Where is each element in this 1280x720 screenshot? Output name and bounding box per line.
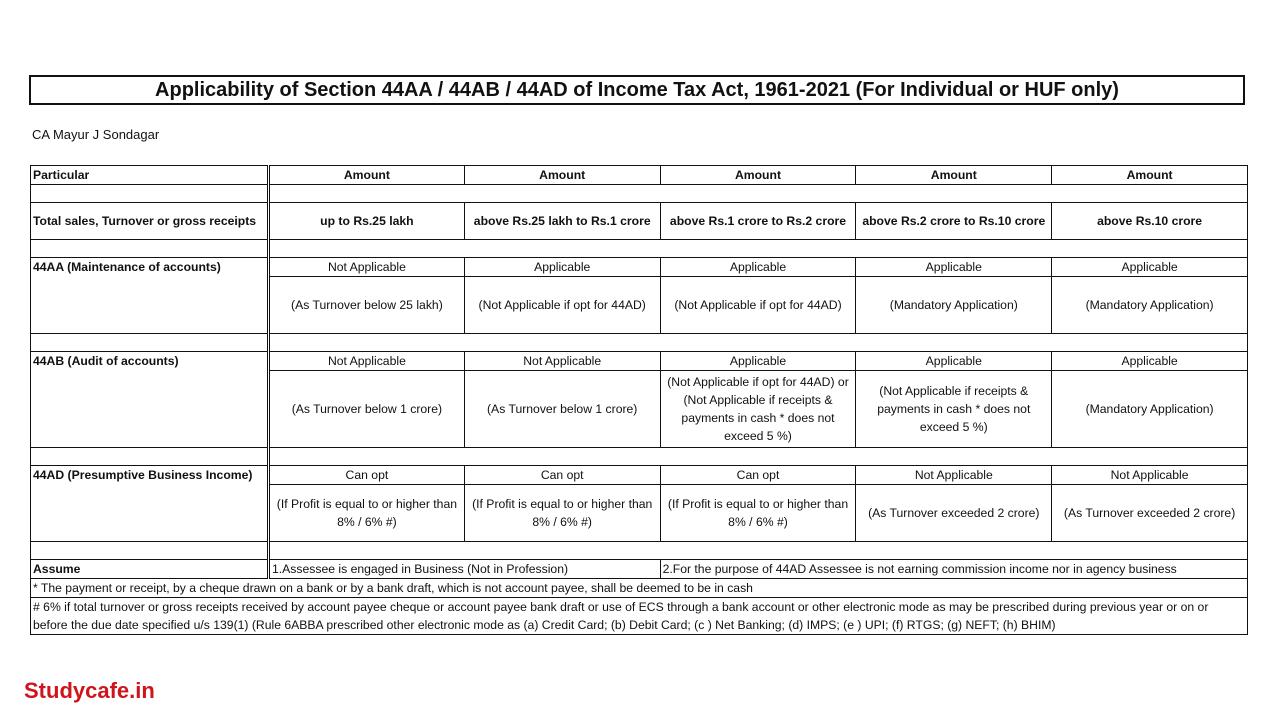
note-cell: (As Turnover below 1 crore) bbox=[464, 371, 660, 448]
blank-cell bbox=[31, 185, 269, 203]
footnote-cash: * The payment or receipt, by a cheque drawn on a bank or by a bank draft, which is not account payee, shall be deemed to be in cash bbox=[31, 579, 1248, 598]
section-44aa-label: 44AA (Maintenance of accounts) bbox=[31, 258, 269, 334]
turnover-slab: above Rs.25 lakh to Rs.1 crore bbox=[464, 203, 660, 240]
section-44ad-label: 44AD (Presumptive Business Income) bbox=[31, 466, 269, 542]
header-amount: Amount bbox=[660, 166, 856, 185]
status-cell: Not Applicable bbox=[464, 352, 660, 371]
blank-cell bbox=[269, 448, 1248, 466]
assume-row bbox=[31, 560, 1248, 579]
applicability-table bbox=[30, 165, 1248, 635]
note-cell: (If Profit is equal to or higher than 8% / 6% #) bbox=[660, 485, 856, 542]
status-cell: Can opt bbox=[269, 466, 465, 485]
turnover-slab: above Rs.1 crore to Rs.2 crore bbox=[660, 203, 856, 240]
note-cell: (As Turnover exceeded 2 crore) bbox=[856, 485, 1052, 542]
blank-cell bbox=[269, 185, 1248, 203]
status-cell: Applicable bbox=[660, 258, 856, 277]
turnover-slab: above Rs.2 crore to Rs.10 crore bbox=[856, 203, 1052, 240]
status-cell: Applicable bbox=[660, 352, 856, 371]
blank-cell bbox=[269, 542, 1248, 560]
document-title: Applicability of Section 44AA / 44AB / 44AD of Income Tax Act, 1961-2021 (For Individual or HUF only) bbox=[29, 75, 1245, 105]
status-cell: Applicable bbox=[856, 258, 1052, 277]
turnover-row bbox=[31, 203, 1248, 240]
status-cell: Not Applicable bbox=[856, 466, 1052, 485]
note-cell: (If Profit is equal to or higher than 8% / 6% #) bbox=[464, 485, 660, 542]
blank-cell bbox=[269, 240, 1248, 258]
status-cell: Can opt bbox=[660, 466, 856, 485]
note-cell: (Not Applicable if opt for 44AD) bbox=[464, 277, 660, 334]
header-row bbox=[31, 166, 1248, 185]
author: CA Mayur J Sondagar bbox=[32, 127, 160, 142]
blank-cell bbox=[31, 542, 269, 560]
status-cell: Applicable bbox=[856, 352, 1052, 371]
note-cell: (Mandatory Application) bbox=[1052, 371, 1248, 448]
section-44ab-status-row bbox=[31, 352, 1248, 371]
header-amount: Amount bbox=[1052, 166, 1248, 185]
blank-cell bbox=[269, 334, 1248, 352]
section-44ab-label: 44AB (Audit of accounts) bbox=[31, 352, 269, 448]
note-cell: (As Turnover below 25 lakh) bbox=[269, 277, 465, 334]
assumption-2: 2.For the purpose of 44AD Assessee is not earning commission income nor in agency business bbox=[660, 560, 1247, 579]
status-cell: Not Applicable bbox=[269, 352, 465, 371]
note-cell: (Not Applicable if opt for 44AD) bbox=[660, 277, 856, 334]
section-44aa-status-row bbox=[31, 258, 1248, 277]
status-cell: Applicable bbox=[1052, 258, 1248, 277]
status-cell: Not Applicable bbox=[269, 258, 465, 277]
note-cell: (Mandatory Application) bbox=[1052, 277, 1248, 334]
note-cell: (Not Applicable if opt for 44AD) or (Not Applicable if receipts & payments in cash * does not exceed 5 %) bbox=[660, 371, 856, 448]
blank-cell bbox=[31, 240, 269, 258]
note-cell: (Mandatory Application) bbox=[856, 277, 1052, 334]
header-amount: Amount bbox=[464, 166, 660, 185]
footnote-row bbox=[31, 579, 1248, 598]
turnover-slab: up to Rs.25 lakh bbox=[269, 203, 465, 240]
status-cell: Applicable bbox=[1052, 352, 1248, 371]
turnover-label: Total sales, Turnover or gross receipts bbox=[31, 203, 269, 240]
note-cell: (If Profit is equal to or higher than 8% / 6% #) bbox=[269, 485, 465, 542]
note-cell: (Not Applicable if receipts & payments in cash * does not exceed 5 %) bbox=[856, 371, 1052, 448]
brand-logo: Studycafe.in bbox=[24, 678, 155, 703]
footnote-electronic-mode: # 6% if total turnover or gross receipts received by account payee cheque or account payee bank draft or use of ECS through a bank account or other electronic mode as may be prescribed during previous year or on or before the due date specified u/s 139(1) (Rule 6ABBA prescribed other electronic mode as (a) Credit Card; (b) Debit Card; (c ) Net Banking; (d) IMPS; (e ) UPI; (f) RTGS; (g) NEFT; (h) BHIM) bbox=[31, 598, 1248, 635]
assumption-1: 1.Assessee is engaged in Business (Not in Profession) bbox=[269, 560, 661, 579]
status-cell: Not Applicable bbox=[1052, 466, 1248, 485]
header-amount: Amount bbox=[269, 166, 465, 185]
status-cell: Can opt bbox=[464, 466, 660, 485]
assume-label: Assume bbox=[31, 560, 269, 579]
status-cell: Applicable bbox=[464, 258, 660, 277]
turnover-slab: above Rs.10 crore bbox=[1052, 203, 1248, 240]
blank-cell bbox=[31, 448, 269, 466]
note-cell: (As Turnover below 1 crore) bbox=[269, 371, 465, 448]
header-particular: Particular bbox=[31, 166, 269, 185]
header-amount: Amount bbox=[856, 166, 1052, 185]
blank-cell bbox=[31, 334, 269, 352]
section-44ad-status-row bbox=[31, 466, 1248, 485]
note-cell: (As Turnover exceeded 2 crore) bbox=[1052, 485, 1248, 542]
footnote-row bbox=[31, 598, 1248, 635]
